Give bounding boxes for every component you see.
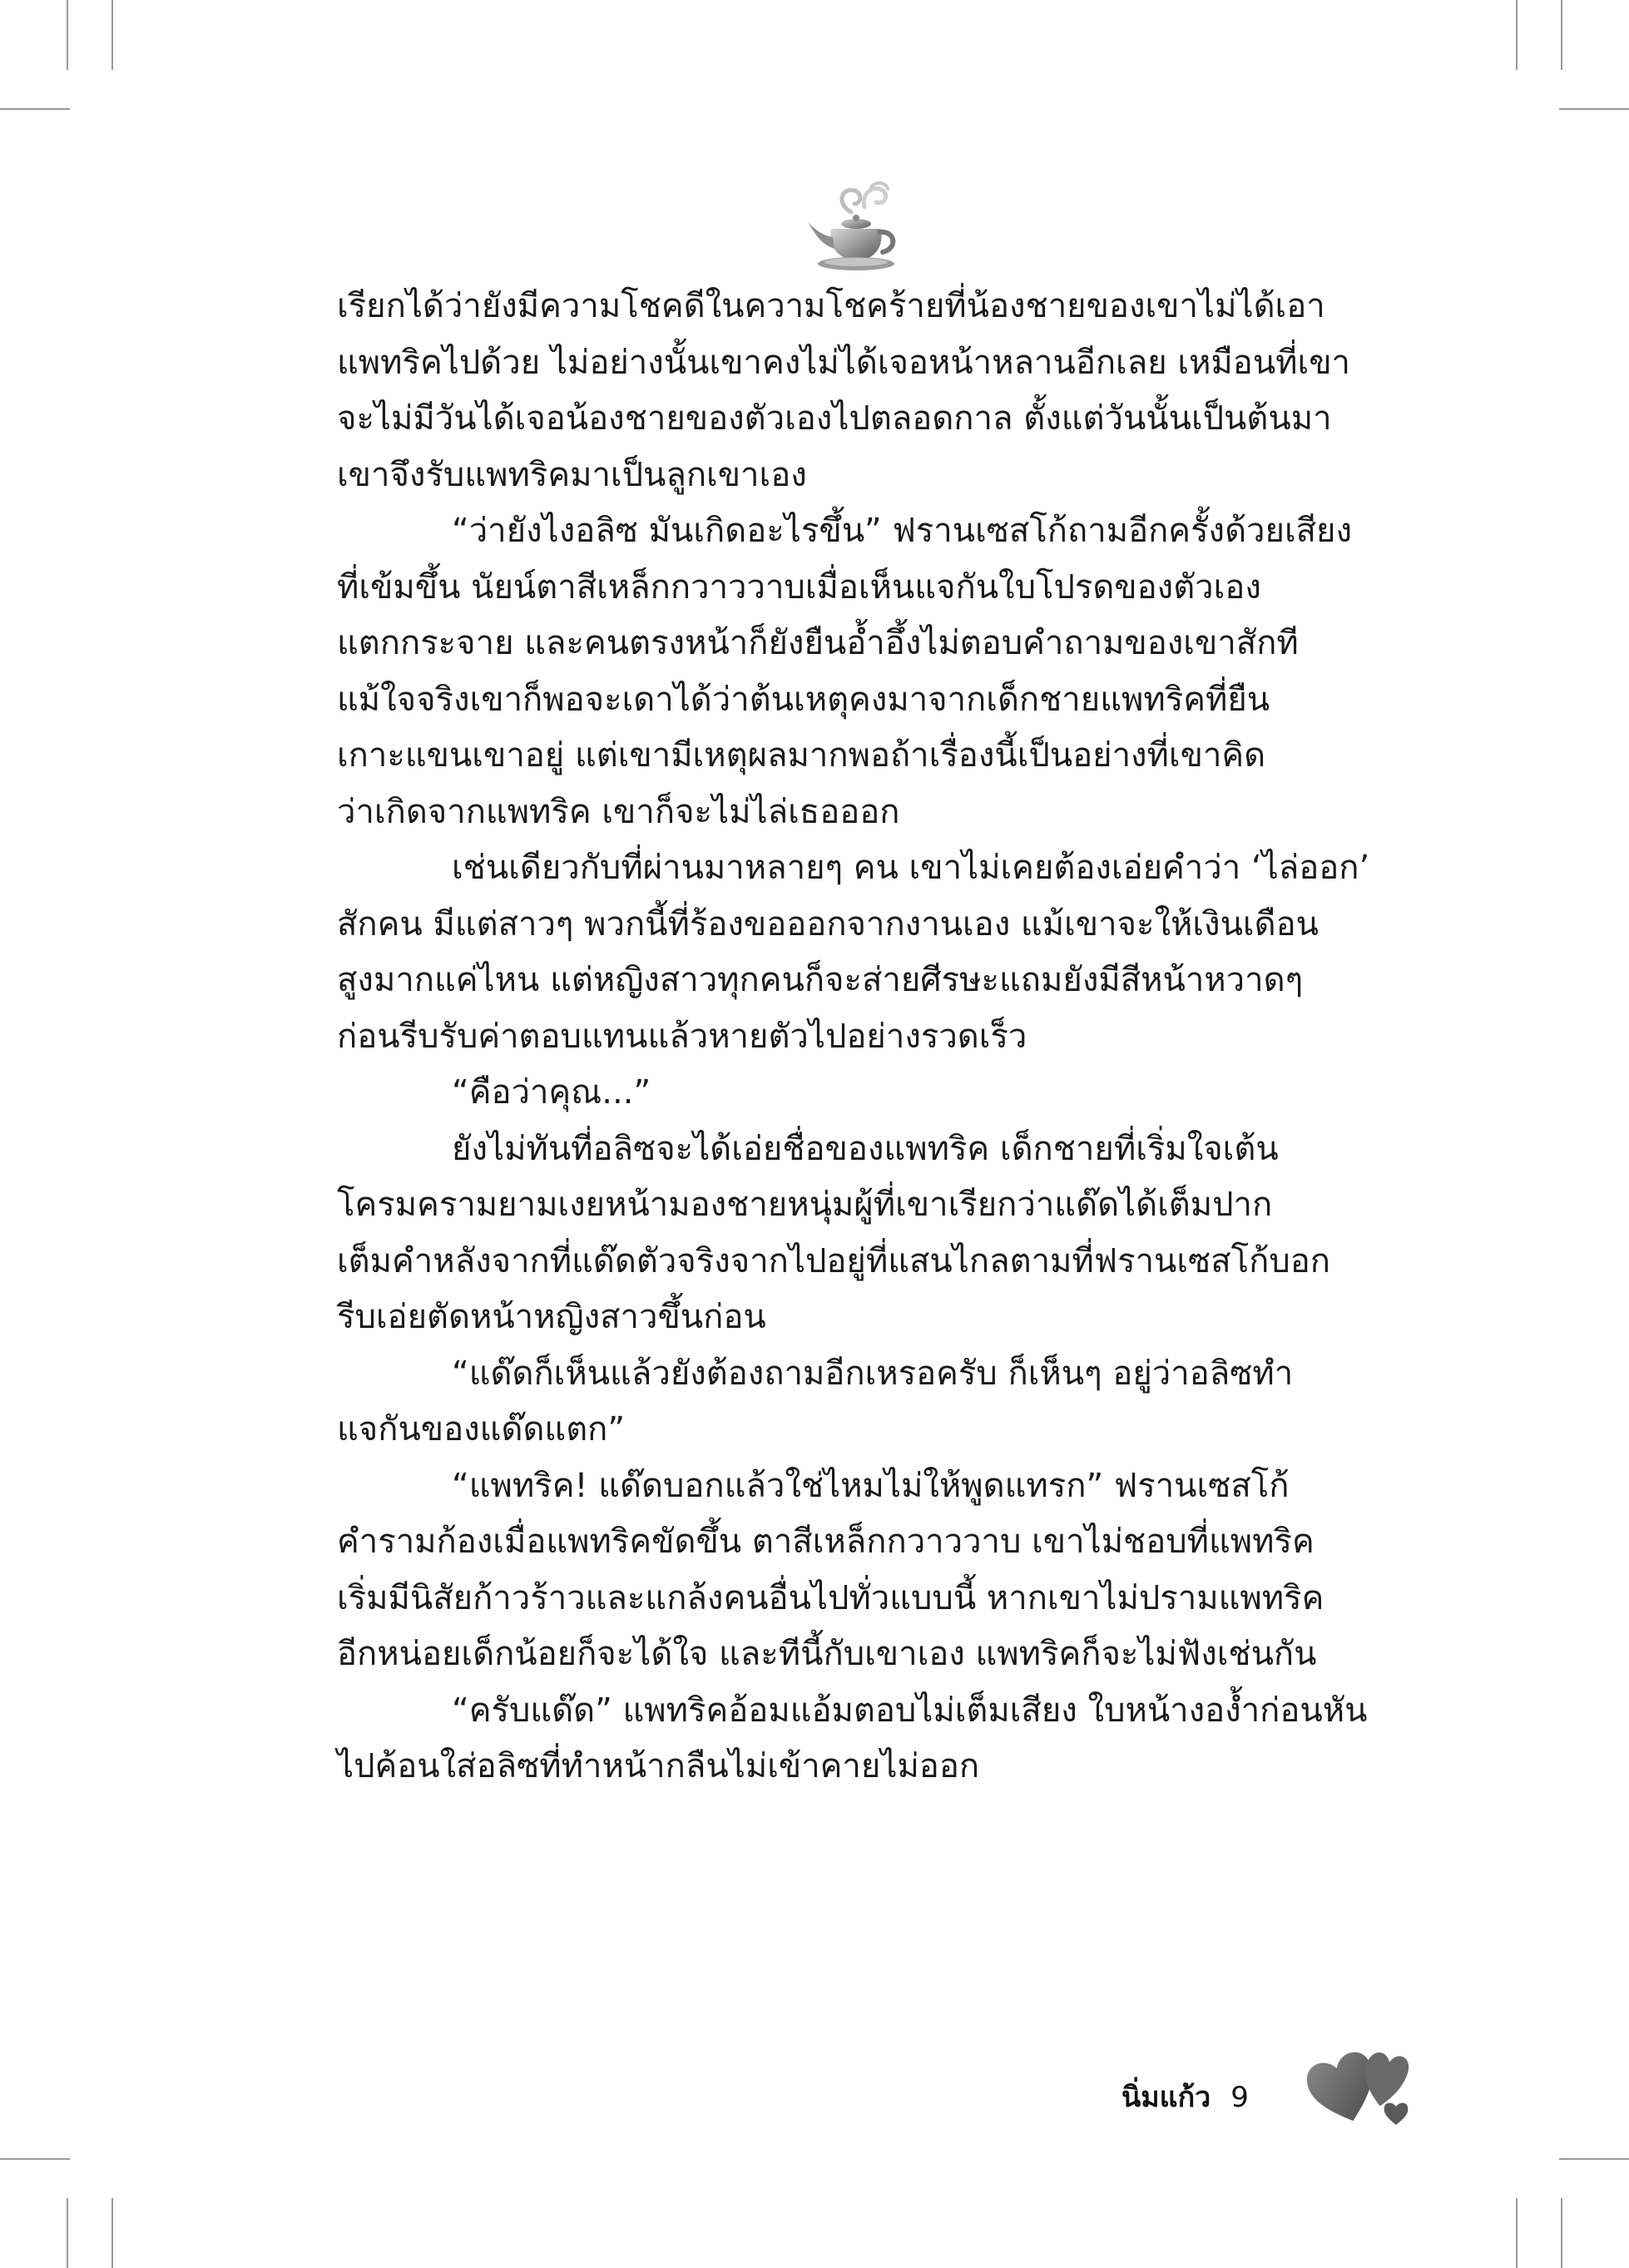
paragraph-8: “ครับแด๊ด” แพทริคอ้อมแอ้มตอบไม่เต็มเสียง ใบหน้างอง้ำก่อนหัน ไปค้อนใส่อลิซที่ทำหน้ากลืนไม่เข้าคายไม่ออก <box>337 1691 1368 1785</box>
crop-mark <box>111 2198 113 2268</box>
paragraph-4: “คือว่าคุณ...” <box>452 1073 651 1112</box>
crop-mark <box>1561 0 1562 70</box>
page-footer <box>1121 2074 1249 2119</box>
author-name: นิ่มแก้ว <box>1121 2081 1211 2114</box>
paragraph-1: เรียกได้ว่ายังมีความโชคดีในความโชคร้ายที่น้องชายของเขาไม่ได้เอา แพทริคไปด้วย ไม่อย่างนั้นเขาคงไม่ได้เจอหน้าหลานอีกเลย เหมือนที่เขา จะไม่มีวันได้เจอน้องชายของตัวเองไปตลอดกาล ตั้งแต่วันนั้นเป็นต้นมา เขาจึงรับแพทริคมาเป็นลูกเขาเอง <box>337 287 1351 494</box>
crop-mark <box>0 108 70 110</box>
hearts-icon <box>1305 2038 1411 2130</box>
crop-mark <box>1559 108 1629 110</box>
paragraph-3: เช่นเดียวกับที่ผ่านมาหลายๆ คน เขาไม่เคยต้องเอ่ยคำว่า ‘ไล่ออก’ สักคน มีแต่สาวๆ พวกนี้ที่ร้องขอออกจากงานเอง แม้เขาจะให้เงินเดือน สูงมากแค่ไหน แต่หญิงสาวทุกคนก็จะส่ายศีรษะแถมยังมีสีหน้าหวาดๆ ก่อนรีบรับค่าตอบแทนแล้วหายตัวไปอย่างรวดเร็ว <box>337 849 1370 1056</box>
crop-mark <box>67 2198 68 2268</box>
paragraph-7: “แพทริค! แด๊ดบอกแล้วใช่ไหมไม่ให้พูดแทรก” ฟรานเซสโก้ คำรามก้องเมื่อแพทริคขัดขึ้น ตาสีเหล็กกวาววาบ เขาไม่ชอบที่แพทริค เริ่มมีนิสัยก้าวร้าวและแกล้งคนอื่นไปทั่วแบบนี้ หากเขาไม่ปรามแพทริค อีกหน่อยเด็กน้อยก็จะได้ใจ และทีนี้กับเขาเอง แพทริคก็จะไม่ฟังเช่นกัน <box>337 1466 1324 1673</box>
page-number: 9 <box>1230 2081 1249 2114</box>
crop-mark <box>0 2158 70 2160</box>
crop-mark <box>1561 2198 1562 2268</box>
teapot-icon <box>803 179 911 275</box>
paragraph-2: “ว่ายังไงอลิซ มันเกิดอะไรขึ้น” ฟรานเซสโก้ถามอีกครั้งด้วยเสียง ที่เข้มขึ้น นัยน์ตาสีเหล็กกวาววาบเมื่อเห็นแจกันใบโปรดของตัวเอง แตกกระจาย และคนตรงหน้าก็ยังยืนอ้ำอึ้งไม่ตอบคำถามของเขาสักที แม้ใจจริงเขาก็พอจะเดาได้ว่าต้นเหตุคงมาจากเด็กชายแพทริคที่ยืน เกาะแขนเขาอยู่ แต่เขามีเหตุผลมากพอถ้าเรื่องนี้เป็นอย่างที่เขาคิด ว่าเกิดจากแพทริค เขาก็จะไม่ไล่เธอออก <box>337 512 1353 831</box>
crop-mark <box>111 0 113 70</box>
crop-mark <box>1516 2198 1518 2268</box>
paragraph-5: ยังไม่ทันที่อลิซจะได้เอ่ยชื่อของแพทริค เด็กชายที่เริ่มใจเต้น โครมครามยามเงยหน้ามองชายหนุ่มผู้ที่เขาเรียกว่าแด๊ดได้เต็มปาก เต็มคำหลังจากที่แด๊ดตัวจริงจากไปอยู่ที่แสนไกลตามที่ฟรานเซสโก้บอก รีบเอ่ยตัดหน้าหญิงสาวขึ้นก่อน <box>337 1129 1330 1336</box>
body-text <box>337 279 1381 1785</box>
crop-mark <box>67 0 68 70</box>
crop-mark <box>1516 0 1518 70</box>
crop-mark <box>1559 2158 1629 2160</box>
paragraph-6: “แด๊ดก็เห็นแล้วยังต้องถามอีกเหรอครับ ก็เห็นๆ อยู่ว่าอลิซทำ แจกันของแด๊ดแตก” <box>337 1354 1294 1448</box>
